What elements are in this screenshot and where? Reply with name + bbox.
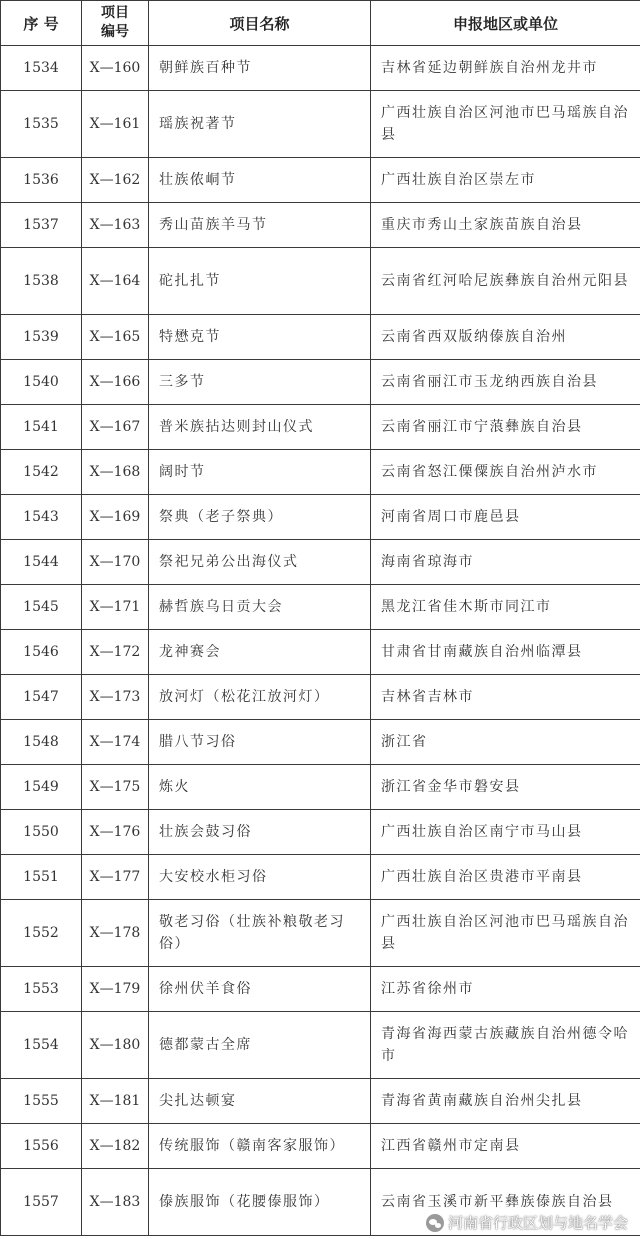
header-name: 项目名称 (149, 1, 371, 46)
watermark-text: 河南省行政区划与地名学会 (447, 1214, 628, 1232)
header-code (82, 1, 149, 46)
wechat-icon (426, 1214, 444, 1232)
table-row (1, 203, 640, 248)
cell-code: Ⅹ—172 (82, 630, 149, 675)
cell-region: 广西壮族自治区河池市巴马瑶族自治县 (371, 900, 640, 967)
cell-region: 江苏省徐州市 (371, 967, 640, 1012)
cell-name: 敬老习俗（壮族补粮敬老习俗） (149, 900, 371, 967)
cell-region: 广西壮族自治区南宁市马山县 (371, 810, 640, 855)
cell-name: 壮族侬峒节 (149, 158, 371, 203)
cell-seq: 1536 (1, 158, 82, 203)
cell-name: 秀山苗族羊马节 (149, 203, 371, 248)
cell-region: 黑龙江省佳木斯市同江市 (371, 585, 640, 630)
table-row (1, 900, 640, 967)
table-row (1, 1012, 640, 1079)
table-row (1, 585, 640, 630)
header-region: 申报地区或单位 (371, 1, 640, 46)
cell-code: Ⅹ—183 (82, 1169, 149, 1236)
cell-seq: 1549 (1, 765, 82, 810)
cell-name: 砣扎扎节 (149, 248, 371, 315)
cell-seq: 1551 (1, 855, 82, 900)
table-row (1, 1079, 640, 1124)
cell-seq: 1542 (1, 450, 82, 495)
cell-name: 普米族拈达则封山仪式 (149, 405, 371, 450)
cell-name: 腊八节习俗 (149, 720, 371, 765)
cell-code: Ⅹ—160 (82, 46, 149, 91)
cell-seq: 1547 (1, 675, 82, 720)
cell-code: Ⅹ—166 (82, 360, 149, 405)
cell-code: Ⅹ—179 (82, 967, 149, 1012)
cell-seq: 1537 (1, 203, 82, 248)
table-row (1, 967, 640, 1012)
cell-seq: 1543 (1, 495, 82, 540)
cell-seq: 1550 (1, 810, 82, 855)
cell-code: Ⅹ—175 (82, 765, 149, 810)
cell-seq: 1541 (1, 405, 82, 450)
cell-code: Ⅹ—173 (82, 675, 149, 720)
cell-region: 云南省丽江市玉龙纳西族自治县 (371, 360, 640, 405)
cell-region: 浙江省 (371, 720, 640, 765)
cell-code: Ⅹ—161 (82, 91, 149, 158)
table-row (1, 1124, 640, 1169)
cell-region: 河南省周口市鹿邑县 (371, 495, 640, 540)
cell-name: 特懋克节 (149, 315, 371, 360)
table-body (1, 46, 640, 1236)
cell-region: 浙江省金华市磐安县 (371, 765, 640, 810)
table-row (1, 855, 640, 900)
cell-region: 广西壮族自治区崇左市 (371, 158, 640, 203)
cell-seq: 1538 (1, 248, 82, 315)
cell-name: 祭祀兄弟公出海仪式 (149, 540, 371, 585)
cell-seq: 1556 (1, 1124, 82, 1169)
cell-code: Ⅹ—174 (82, 720, 149, 765)
cell-seq: 1545 (1, 585, 82, 630)
cell-region: 广西壮族自治区贵港市平南县 (371, 855, 640, 900)
cell-name: 大安校水柜习俗 (149, 855, 371, 900)
cell-name: 祭典（老子祭典） (149, 495, 371, 540)
cell-seq: 1554 (1, 1012, 82, 1079)
cell-name: 炼火 (149, 765, 371, 810)
cell-region: 重庆市秀山土家族苗族自治县 (371, 203, 640, 248)
cell-seq: 1546 (1, 630, 82, 675)
table-row (1, 315, 640, 360)
table-header-row (1, 1, 640, 46)
cell-code: Ⅹ—171 (82, 585, 149, 630)
cell-region: 江西省赣州市定南县 (371, 1124, 640, 1169)
watermark (424, 1212, 630, 1233)
table-row (1, 675, 640, 720)
cell-name: 德都蒙古全席 (149, 1012, 371, 1079)
cell-region: 甘肃省甘南藏族自治州临潭县 (371, 630, 640, 675)
cell-code: Ⅹ—177 (82, 855, 149, 900)
cell-code: Ⅹ—168 (82, 450, 149, 495)
cell-region: 云南省玉溪市新平彝族傣族自治县 (371, 1169, 640, 1236)
cell-region: 海南省琼海市 (371, 540, 640, 585)
cell-code: Ⅹ—181 (82, 1079, 149, 1124)
header-seq: 序 号 (1, 1, 82, 46)
table-row (1, 405, 640, 450)
table-row (1, 360, 640, 405)
cell-code: Ⅹ—170 (82, 540, 149, 585)
cell-region: 广西壮族自治区河池市巴马瑶族自治县 (371, 91, 640, 158)
cell-name: 傣族服饰（花腰傣服饰） (149, 1169, 371, 1236)
cell-code: Ⅹ—167 (82, 405, 149, 450)
cell-seq: 1534 (1, 46, 82, 91)
cell-name: 放河灯（松花江放河灯） (149, 675, 371, 720)
cell-region: 吉林省吉林市 (371, 675, 640, 720)
table-row (1, 495, 640, 540)
cell-seq: 1555 (1, 1079, 82, 1124)
cell-seq: 1535 (1, 91, 82, 158)
cell-region: 青海省黄南藏族自治州尖扎县 (371, 1079, 640, 1124)
table-row (1, 248, 640, 315)
cell-name: 传统服饰（赣南客家服饰） (149, 1124, 371, 1169)
table-row (1, 158, 640, 203)
table-row (1, 450, 640, 495)
cell-seq: 1548 (1, 720, 82, 765)
cell-code: Ⅹ—162 (82, 158, 149, 203)
cell-code: Ⅹ—176 (82, 810, 149, 855)
cell-name: 三多节 (149, 360, 371, 405)
cell-code: Ⅹ—165 (82, 315, 149, 360)
cell-code: Ⅹ—182 (82, 1124, 149, 1169)
table-row (1, 810, 640, 855)
cell-code: Ⅹ—180 (82, 1012, 149, 1079)
cell-seq: 1540 (1, 360, 82, 405)
cell-name: 瑶族祝著节 (149, 91, 371, 158)
cell-code: Ⅹ—169 (82, 495, 149, 540)
cell-seq: 1553 (1, 967, 82, 1012)
cell-region: 云南省红河哈尼族彝族自治州元阳县 (371, 248, 640, 315)
cell-seq: 1544 (1, 540, 82, 585)
cell-seq: 1557 (1, 1169, 82, 1236)
cell-name: 龙神赛会 (149, 630, 371, 675)
cell-code: Ⅹ—164 (82, 248, 149, 315)
cell-region: 云南省西双版纳傣族自治州 (371, 315, 640, 360)
cell-region: 青海省海西蒙古族藏族自治州德令哈市 (371, 1012, 640, 1079)
table-row (1, 720, 640, 765)
header-code-line2: 编号 (101, 24, 129, 40)
cell-region: 云南省怒江傈僳族自治州泸水市 (371, 450, 640, 495)
cell-name: 尖扎达顿宴 (149, 1079, 371, 1124)
cell-seq: 1552 (1, 900, 82, 967)
cell-name: 徐州伏羊食俗 (149, 967, 371, 1012)
header-code-line1: 项目 (101, 5, 129, 21)
table-row (1, 765, 640, 810)
cell-region: 云南省丽江市宁蒗彝族自治县 (371, 405, 640, 450)
table-row (1, 91, 640, 158)
table-row (1, 630, 640, 675)
cell-region: 吉林省延边朝鲜族自治州龙井市 (371, 46, 640, 91)
table-row (1, 46, 640, 91)
cell-seq: 1539 (1, 315, 82, 360)
cell-code: Ⅹ—178 (82, 900, 149, 967)
cell-name: 壮族会鼓习俗 (149, 810, 371, 855)
cell-name: 朝鲜族百种节 (149, 46, 371, 91)
cell-name: 赫哲族乌日贡大会 (149, 585, 371, 630)
cell-name: 阔时节 (149, 450, 371, 495)
cell-code: Ⅹ—163 (82, 203, 149, 248)
table-row (1, 540, 640, 585)
